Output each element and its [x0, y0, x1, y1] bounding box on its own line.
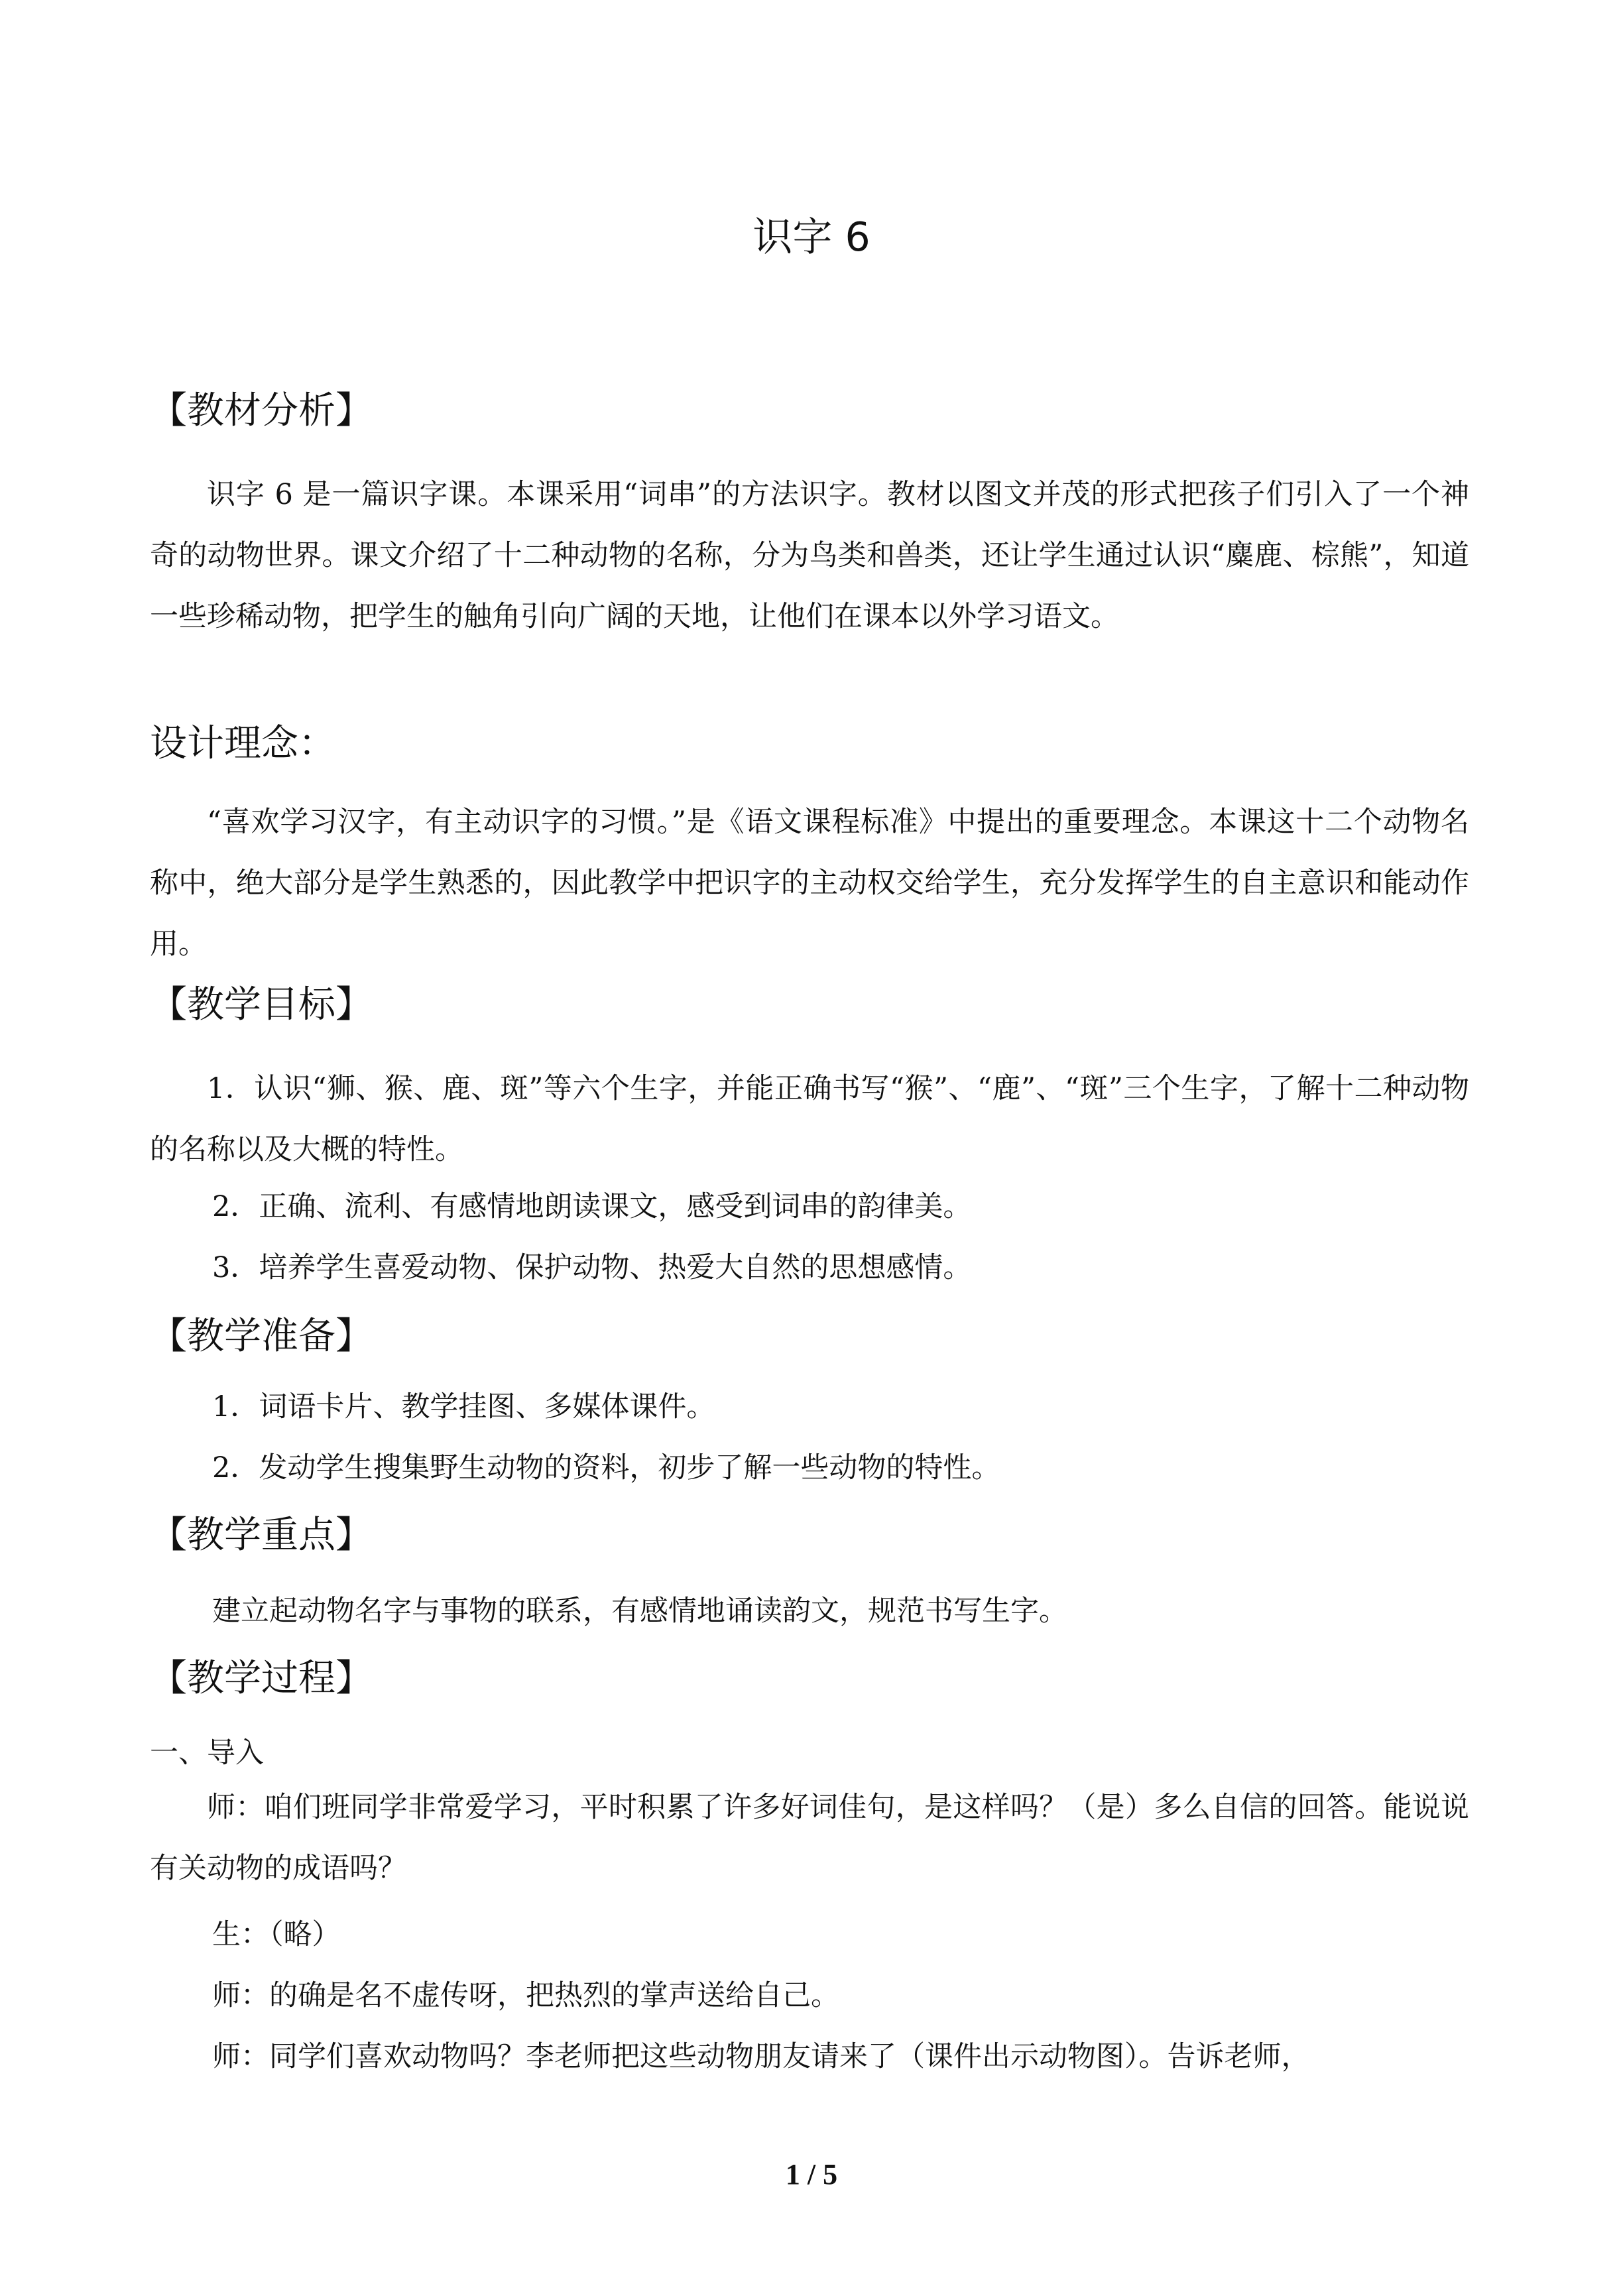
paragraph-concept: “喜欢学习汉字，有主动识字的习惯。”是《语文课程标准》中提出的重要理念。本课这十二个动物名称中，绝大部分是学生熟悉的，因此教学中把识字的主动权交给学生，充分发挥学生的自主意识和能动作用。	[150, 806, 1469, 961]
process-paragraph-2: 生：（略）	[212, 1918, 341, 1951]
goal-item-2: 2．正确、流利、有感情地朗读课文，感受到词串的韵律美。	[212, 1190, 972, 1223]
heading-process: 【教学过程】	[150, 1657, 373, 1700]
heading-analysis: 【教材分析】	[150, 389, 373, 432]
document-title: 识字 6	[752, 214, 871, 261]
process-paragraph-3: 师：的确是名不虚传呀，把热烈的掌声送给自己。	[212, 1979, 839, 2012]
process-subheading-1: 一、导入	[150, 1736, 264, 1770]
process-paragraph-1: 师：咱们班同学非常爱学习，平时积累了许多好词佳句，是这样吗？（是）多么自信的回答。能说说有关动物的成语吗？	[150, 1791, 1469, 1885]
prep-item-2: 2．发动学生搜集野生动物的资料，初步了解一些动物的特性。	[212, 1451, 1000, 1484]
page-number: 1 / 5	[785, 2158, 838, 2191]
prep-item-1: 1．词语卡片、教学挂图、多媒体课件。	[212, 1390, 715, 1423]
paragraph-focus: 建立起动物名字与事物的联系，有感情地诵读韵文，规范书写生字。	[212, 1595, 1067, 1628]
process-paragraph-4: 师：同学们喜欢动物吗？李老师把这些动物朋友请来了（课件出示动物图）。告诉老师，	[212, 2040, 1310, 2073]
goal-item-1: 1．认识“狮、猴、鹿、斑”等六个生字，并能正确书写“猴”、“鹿”、“斑”三个生字，了解十二种动物的名称以及大概的特性。	[150, 1072, 1469, 1166]
heading-concept: 设计理念：	[150, 722, 335, 765]
heading-prep: 【教学准备】	[150, 1315, 373, 1358]
heading-goals: 【教学目标】	[150, 983, 373, 1026]
heading-focus: 【教学重点】	[150, 1514, 373, 1557]
paragraph-analysis: 识字 6 是一篇识字课。本课采用“词串”的方法识字。教材以图文并茂的形式把孩子们引入了一个神奇的动物世界。课文介绍了十二种动物的名称，分为鸟类和兽类，还让学生通过认识“麋鹿、棕熊”，知道一些珍稀动物，把学生的触角引向广阔的天地，让他们在课本以外学习语文。	[150, 478, 1469, 633]
goal-item-3: 3．培养学生喜爱动物、保护动物、热爱大自然的思想感情。	[212, 1251, 972, 1284]
